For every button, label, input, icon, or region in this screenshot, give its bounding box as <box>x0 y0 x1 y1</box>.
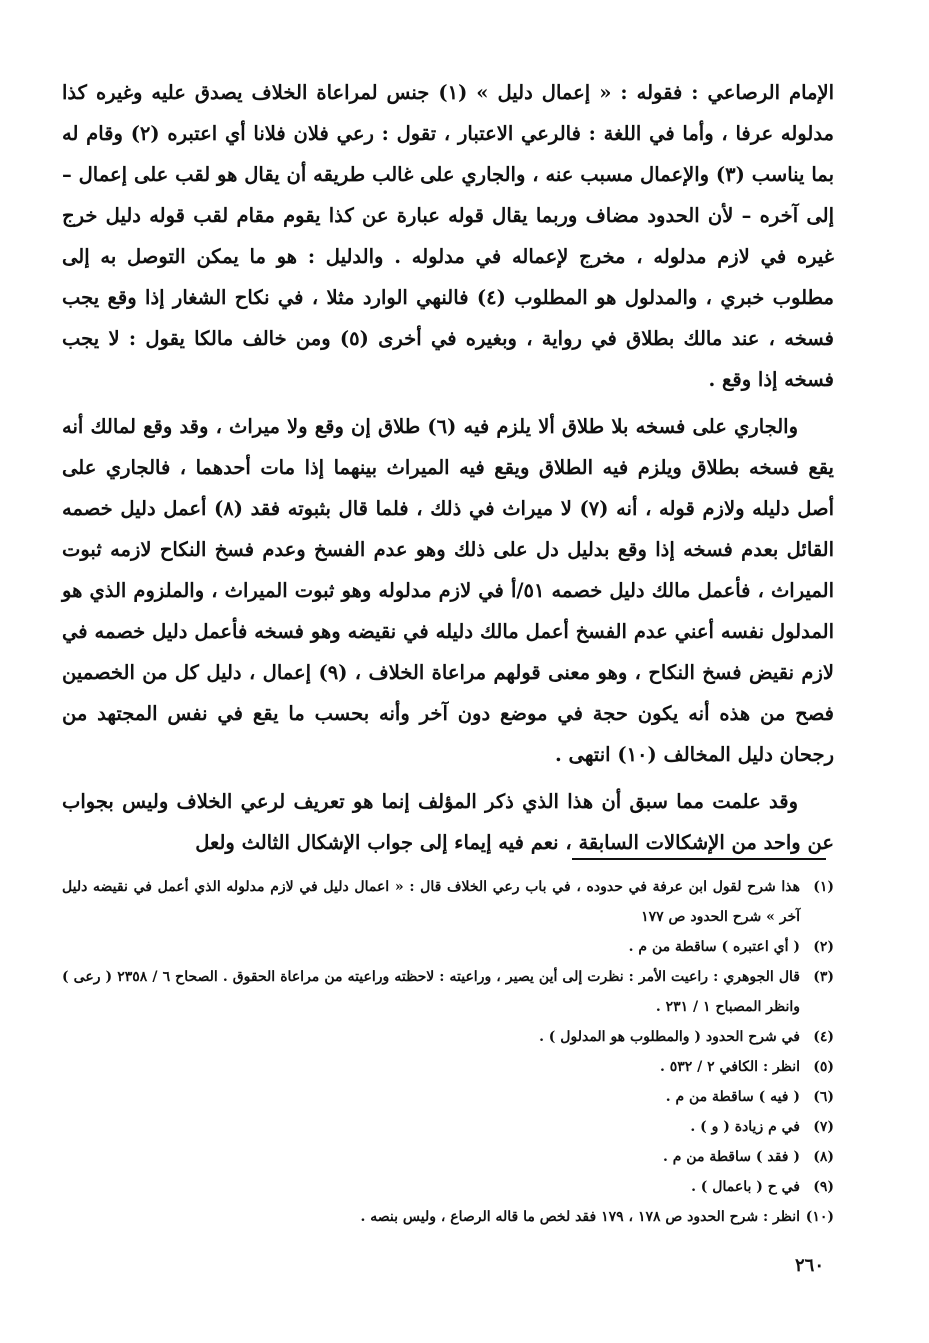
footnotes-list <box>62 872 834 1232</box>
footnote-text: ( فيه ) ساقطة من م . <box>665 1089 800 1105</box>
footnote-number: (٩) <box>813 1179 834 1195</box>
footnote-number: (١٠) <box>805 1209 834 1225</box>
footnote-number: (٨) <box>813 1149 834 1165</box>
footnote-text: في شرح الحدود ( والمطلوب هو المدلول ) . <box>539 1029 800 1045</box>
footnote-text: في ح ( باعمال ) . <box>691 1179 800 1195</box>
footnote-number: (٣) <box>813 969 834 985</box>
paragraph-2: والجاري على فسخه بلا طلاق ألا يلزم فيه (٦) طلاق إن وقع ولا ميراث ، وقد وقع لمالك أنه يقع فسخه بطلاق ويلزم فيه الطلاق ويقع فيه الميراث بينهما إذا مات أحدهما ، فالجاري على أصل دليله ولازم قوله ، أنه (٧) لا ميراث في ذلك ، فلما قال بثبوته فقد (٨) أعمل دليل خصمه القائل بعدم فسخه إذا وقع بدليل دل على ذلك وهو عدم الفسخ وعدم فسخ النكاح لازمه ثبوت الميراث ، فأعمل مالك دليل خصمه ٥١/أ في لازم مدلوله وهو ثبوت الميراث ، والملزوم الذي هو المدلول نفسه أعني عدم الفسخ أعمل مالك دليله في نقيضه وهو فسخه فأعمل دليل خصمه في لازم نقيض فسخ النكاح ، وهو معنى قولهم مراعاة الخلاف ، (٩) إعمال ، دليل كل من الخصمين فصح من هذه أنه يكون حجة في موضع دون آخر وأنه بحسب ما يقع في نفس المجتهد من رجحان دليل المخالف (١٠) انتهى . <box>62 415 834 766</box>
footnote-number: (٧) <box>813 1119 834 1135</box>
footnote-text: في م زيادة ( و ) . <box>690 1119 800 1135</box>
page-number: ٢٦٠ <box>794 1255 824 1276</box>
footnote-1 <box>62 872 834 932</box>
footnote-3 <box>62 962 834 1022</box>
footnote-number: (٢) <box>813 939 834 955</box>
footnote-text: انظر : الكافي ٢ / ٥٣٢ . <box>659 1059 800 1075</box>
footnote-number: (٦) <box>813 1089 834 1105</box>
footnote-number: (١) <box>813 879 834 895</box>
footnote-text: ( أي اعتبره ) ساقطة من م . <box>628 939 800 955</box>
paragraph-3: وقد علمت مما سبق أن هذا الذي ذكر المؤلف إنما هو تعريف لرعي الخلاف وليس بجواب عن واحد من الإشكالات السابقة ، نعم فيه إيماء إلى جواب الإشكال الثالث ولعل <box>62 790 834 854</box>
footnote-5 <box>62 1052 834 1082</box>
footnote-8 <box>62 1142 834 1172</box>
footnote-number: (٥) <box>813 1059 834 1075</box>
footnote-text: هذا شرح لقول ابن عرفة في حدوده ، في باب رعي الخلاف قال : « اعمال دليل في لازم مدلوله الذي أعمل في نقيضه دليل آخر » شرح الحدود ص ١٧٧ <box>62 879 800 925</box>
footnote-7 <box>62 1112 834 1142</box>
footnote-separator <box>572 858 826 860</box>
main-text <box>62 72 834 863</box>
footnote-text: ( فقد ) ساقطة من م . <box>663 1149 800 1165</box>
footnote-2 <box>62 932 834 962</box>
footnote-text: انظر : شرح الحدود ص ١٧٨ ، ١٧٩ فقد لخص ما قاله الرصاع ، وليس بنصه . <box>360 1209 800 1225</box>
footnote-text: قال الجوهري : راعيت الأمر : نظرت إلى أين يصير ، وراعيته : لاحظته وراعيته من مراعاة الحقوق . الصحاح ٦ / ٢٣٥٨ ( رعى ) وانظر المصباح ١ / ٢٣١ . <box>62 969 800 1015</box>
footnote-6 <box>62 1082 834 1112</box>
footnote-4 <box>62 1022 834 1052</box>
footnote-number: (٤) <box>813 1029 834 1045</box>
footnote-10 <box>62 1202 834 1232</box>
footnote-9 <box>62 1172 834 1202</box>
paragraph-1: الإمام الرصاعي : فقوله : « إعمال دليل » (١) جنس لمراعاة الخلاف يصدق عليه وغيره كذا مدلوله عرفا ، وأما في اللغة : فالرعي الاعتبار ، تقول : رعي فلان فلانا أي اعتبره (٢) وقام له بما يناسب (٣) والإعمال مسبب عنه ، والجاري على غالب طريقه أن يقال هو لقب على إعمال – إلى آخره – لأن الحدود مضاف وربما يقال قوله عبارة عن كذا يقوم مقام لقب قوله دليل خرج غيره في لازم مدلوله ، مخرج لإعماله في مدلوله . والدليل : هو ما يمكن التوصل به إلى مطلوب خبري ، والمدلول هو المطلوب (٤) فالنهي الوارد مثلا ، في نكاح الشغار إذا وقع يجب فسخه ، عند مالك بطلاق في رواية ، وبغيره في أخرى (٥) ومن خالف مالكا يقول : لا يجب فسخه إذا وقع . <box>62 81 835 391</box>
